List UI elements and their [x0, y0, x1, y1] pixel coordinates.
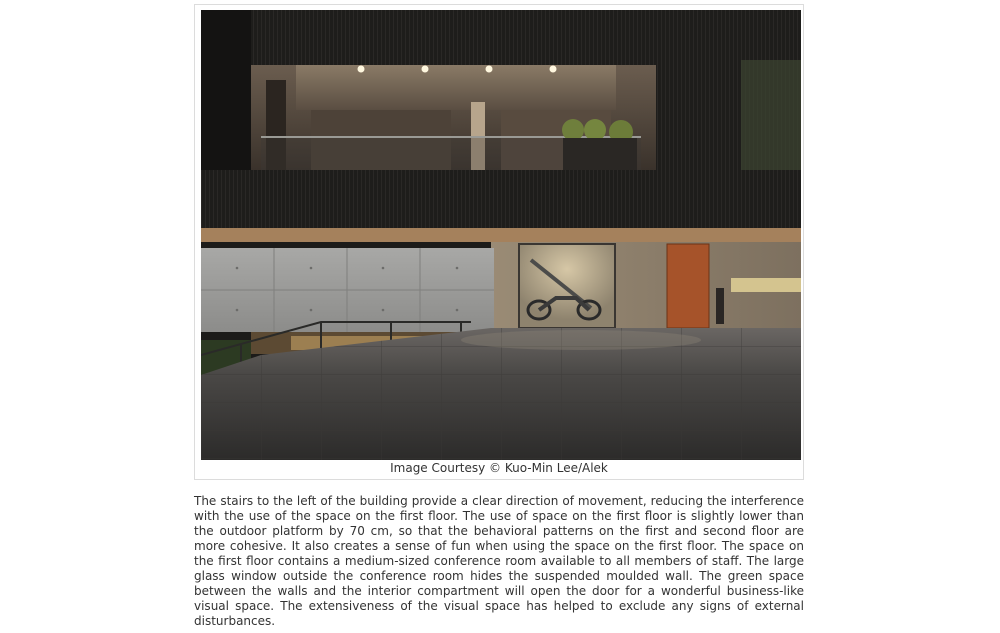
building-photo [201, 10, 801, 460]
article-paragraph: The stairs to the left of the building provide a clear direction of movement, reducing the interference with the use of the space on the first floor. The use of space on the first floor is slightly lower than the outdoor platform by 70 cm, so that the behavioral patterns on the first and second floor are more cohesive. It also creates a sense of fun when using the space on the first floor. The space on the first floor contains a medium-sized conference room available to all members of staff. The large glass window outside the conference room hides the suspended moulded wall. The green space between the walls and the interior compartment will open the door for a wonderful business-like visual space. The extensiveness of the visual space has helped to exclude any signs of external disturbances. [194, 494, 804, 628]
photo-caption: Image Courtesy © Kuo-Min Lee/Alek [390, 461, 608, 475]
photo-figure [194, 4, 804, 480]
building-photo-illustration [201, 10, 801, 460]
